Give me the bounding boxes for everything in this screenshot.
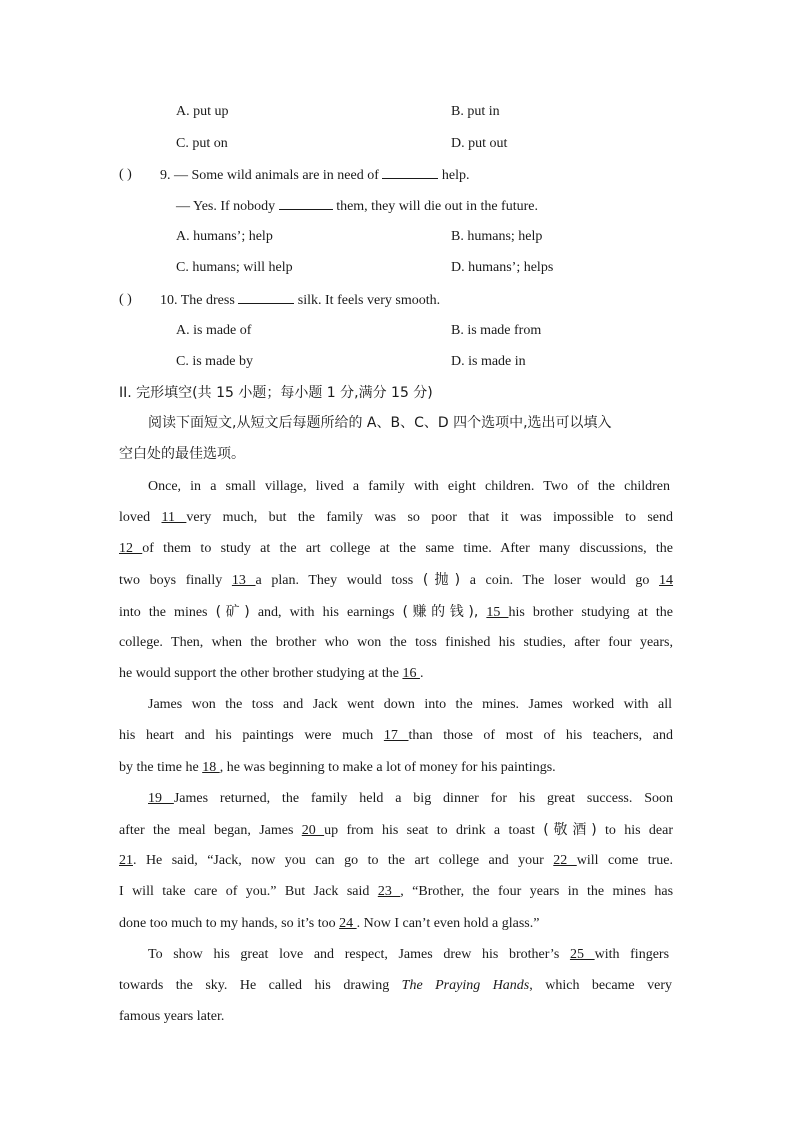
- passage-text: to his dear: [605, 823, 674, 838]
- gloss-text: (赚的钱),: [402, 604, 479, 620]
- passage-text: loved: [119, 510, 151, 525]
- passage-text: I will take care of you.” But Jack said: [119, 884, 370, 899]
- q9-response-text: — Yes. If nobody: [176, 199, 276, 214]
- q9-response-end: them, they will die out in the future.: [336, 199, 538, 214]
- passage-p3-line4: [119, 882, 673, 902]
- blank-25: 25: [569, 947, 595, 962]
- passage-p1-line4: [119, 570, 673, 591]
- blank-16: 16: [402, 666, 420, 681]
- passage-text: he would support the other brother studying at the: [119, 666, 399, 681]
- passage-text: two boys finally: [119, 573, 223, 588]
- q9-option-a: A. humans’; help: [176, 229, 273, 244]
- passage-text: . He said, “Jack, now you can go to the art college and your: [133, 853, 544, 868]
- passage-text: of them to study at the art college at the same time. After many discussions, the: [142, 541, 674, 556]
- passage-text: will come true.: [576, 853, 674, 868]
- passage-text: done too much to my hands, so it’s too: [119, 916, 336, 931]
- passage-p1-line3: [119, 539, 673, 559]
- passage-p2-line1: James won the toss and Jack went down into the mines. James worked with all: [148, 697, 672, 712]
- section-instruction-line1: 阅读下面短文,从短文后每题所给的 A、B、C、D 四个选项中,选出可以填入: [148, 415, 612, 431]
- passage-p1-line2: [119, 508, 673, 528]
- passage-p4-line2: [119, 976, 672, 996]
- passage-text: To show his great love and respect, James drew his brother’s: [148, 947, 560, 962]
- passage-text: by the time he: [119, 760, 199, 775]
- passage-p3-line3: [119, 851, 673, 871]
- blank-24: 24: [339, 916, 357, 931]
- section-instruction-line2: 空白处的最佳选项。: [119, 446, 245, 462]
- passage-text: than those of most of his teachers, and: [408, 728, 673, 743]
- q9-blank-2: [279, 196, 333, 210]
- passage-p1-line6: college. Then, when the brother who won the toss finished his studies, after four years,: [119, 635, 673, 650]
- q10-stem-end: silk. It feels very smooth.: [297, 293, 441, 308]
- q8-option-a: A. put up: [176, 104, 229, 119]
- q9-option-d: D. humans’; helps: [451, 260, 554, 275]
- section-heading: II. 完形填空(共 15 小题；每小题 1 分,满分 15 分): [119, 385, 433, 401]
- gloss-text: (抛): [422, 572, 461, 588]
- passage-p4-line3: famous years later.: [119, 1009, 225, 1024]
- passage-p2-line3: [119, 758, 673, 778]
- q9-stem-line2: [176, 196, 538, 217]
- blank-22: 22: [553, 853, 577, 868]
- q9-stem-text: 9. — Some wild animals are in need of: [160, 168, 379, 183]
- blank-15: 15: [486, 605, 509, 620]
- q9-stem-line1: [160, 165, 470, 186]
- passage-text: his brother studying at the: [508, 605, 674, 620]
- passage-text: into the mines: [119, 605, 208, 620]
- passage-p3-line2: [119, 820, 673, 841]
- passage-text: and, with his earnings: [257, 605, 395, 620]
- passage-text: , “Brother, the four years in the mines has: [400, 884, 674, 899]
- blank-14: 14: [659, 573, 674, 588]
- gloss-text: (矿): [215, 604, 250, 620]
- passage-text: , he was beginning to make a lot of money for his paintings.: [219, 760, 556, 775]
- q10-option-b: B. is made from: [451, 323, 542, 338]
- painting-title: The Praying Hands: [401, 978, 530, 993]
- q9-blank-1: [382, 165, 438, 179]
- q9-answer-paren: ( ): [119, 167, 132, 182]
- q10-option-d: D. is made in: [451, 354, 526, 369]
- passage-text: with fingers: [594, 947, 670, 962]
- passage-p1-line5: [119, 602, 673, 623]
- passage-text: very much, but the family was so poor that it was impossible to send: [186, 510, 674, 525]
- blank-11: 11: [161, 510, 187, 525]
- passage-p4-line1: [148, 945, 669, 965]
- passage-text: a plan. They would toss: [255, 573, 414, 588]
- passage-text: .: [419, 666, 424, 681]
- blank-18: 18: [202, 760, 220, 775]
- q8-option-b: B. put in: [451, 104, 500, 119]
- passage-text: after the meal began, James: [119, 823, 294, 838]
- gloss-text: (敬酒): [543, 822, 597, 838]
- passage-text: his heart and his paintings were much: [119, 728, 374, 743]
- passage-p1-line1: Once, in a small village, lived a family with eight children. Two of the children: [148, 479, 670, 494]
- blank-23: 23: [377, 884, 401, 899]
- passage-text: a coin. The loser would go: [469, 573, 650, 588]
- passage-p1-line7: [119, 664, 673, 684]
- q10-stem: [160, 290, 440, 311]
- q10-stem-text: 10. The dress: [160, 293, 235, 308]
- blank-19: 19: [148, 791, 174, 806]
- passage-p2-line2: [119, 726, 673, 746]
- blank-13: 13: [231, 573, 256, 588]
- blank-20: 20: [301, 823, 325, 838]
- passage-p3-line1: [148, 789, 673, 809]
- passage-text: , which became very: [529, 978, 672, 993]
- passage-text: towards the sky. He called his drawing: [119, 978, 390, 993]
- q8-option-d: D. put out: [451, 136, 508, 151]
- q9-option-c: C. humans; will help: [176, 260, 293, 275]
- q10-blank: [238, 290, 294, 304]
- q9-stem-text-end: help.: [441, 168, 470, 183]
- passage-text: . Now I can’t even hold a glass.”: [356, 916, 540, 931]
- blank-17: 17: [383, 728, 409, 743]
- passage-text: up from his seat to drink a toast: [324, 823, 535, 838]
- q10-option-a: A. is made of: [176, 323, 252, 338]
- q9-option-b: B. humans; help: [451, 229, 543, 244]
- q10-option-c: C. is made by: [176, 354, 253, 369]
- blank-12: 12: [119, 541, 143, 556]
- q8-option-c: C. put on: [176, 136, 228, 151]
- q10-answer-paren: ( ): [119, 292, 132, 307]
- passage-p3-line5: [119, 914, 673, 934]
- blank-21: 21: [119, 853, 133, 868]
- passage-text: James returned, the family held a big dinner for his great success. Soon: [173, 791, 674, 806]
